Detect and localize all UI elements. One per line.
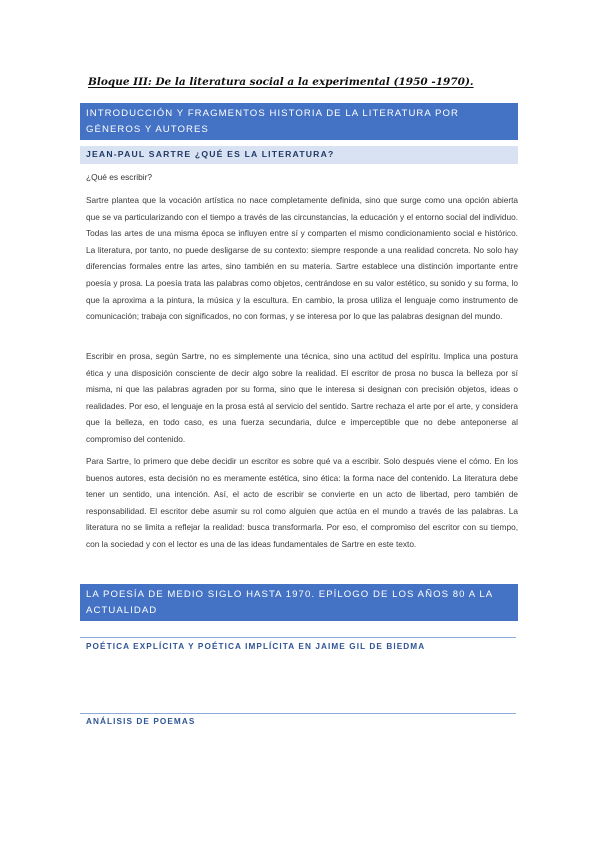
question-text: ¿Qué es escribir? [86,172,153,182]
section-heading-biedma: POÉTICA EXPLÍCITA Y POÉTICA IMPLÍCITA EN JAIME GIL DE BIEDMA [86,642,426,651]
paragraph: Escribir en prosa, según Sartre, no es simplemente una técnica, sino una actitud del espíritu. Implica una postura ética y una disposición consciente de decir algo sobre la realidad. El escritor de prosa no busca la belleza por sí misma, ni que las palabras agraden por su forma, sino que le interesa si designan con precisión objetos, ideas o realidades. Por eso, el lenguaje en la prosa está al servicio del sentido. Sartre rechaza el arte por el arte, y considera que la belleza, en todo caso, es una fuerza secundaria, dulce e imperceptible que no debe anteponerse al compromiso del contenido. [86,351,518,444]
bloque-title: Bloque III: De la literatura social a la experimental (1950 -1970). [88,76,474,88]
divider [80,713,516,714]
paragraph: Para Sartre, lo primero que debe decidir un escritor es sobre qué va a escribir. Solo después viene el cómo. En los buenos autores, esta decisión no es meramente estética, sino ética: la forma nace del contenido. La literatura debe tener un sentido, una intención. Así, el acto de escribir se convierte en un acto de libertad, pero también de responsabilidad. El escritor debe asumir su rol como alguien que actúa en el mundo a través de las palabras. La literatura no se limita a reflejar la realidad: busca transformarla. Por eso, el compromiso del escritor con su tiempo, con la sociedad y con el lector es una de las ideas fundamentales de Sartre en este texto. [86,456,518,549]
divider [80,637,516,638]
section-heading-sartre: JEAN-PAUL SARTRE ¿QUÉ ES LA LITERATURA? [80,146,518,164]
paragraph: Sartre plantea que la vocación artística no nace completamente definida, sino que surge como una opción abierta que se va particularizando con el tiempo a través de las circunstancias, la educación y el entorno social del individuo. Todas las artes de una misma época se influyen entre sí y comparten el mismo condicionamiento social e histórico. La literatura, por tanto, no puede desligarse de su contexto: siempre responde a una realidad concreta. No solo hay diferencias formales entre las artes, sino también en su materia. Sartre establece una distinción importante entre poesía y prosa. La poesía trata las palabras como objetos, centrándose en su valor estético, su sonido y su forma, lo que la aproxima a la pintura, la música y la escultura. En cambio, la prosa utiliza el lenguaje como instrumento de comunicación; trabaja con significados, no con formas, y se interesa por lo que las palabras designan del mundo. [86,195,518,322]
section-banner-poesia: LA POESÍA DE MEDIO SIGLO HASTA 1970. EPÍLOGO DE LOS AÑOS 80 A LA ACTUALIDAD [80,584,518,621]
section-heading-analisis: ANÁLISIS DE POEMAS [86,717,196,726]
section-banner-introduccion: INTRODUCCIÓN Y FRAGMENTOS HISTORIA DE LA LITERATURA POR GÉNEROS Y AUTORES [80,103,518,140]
